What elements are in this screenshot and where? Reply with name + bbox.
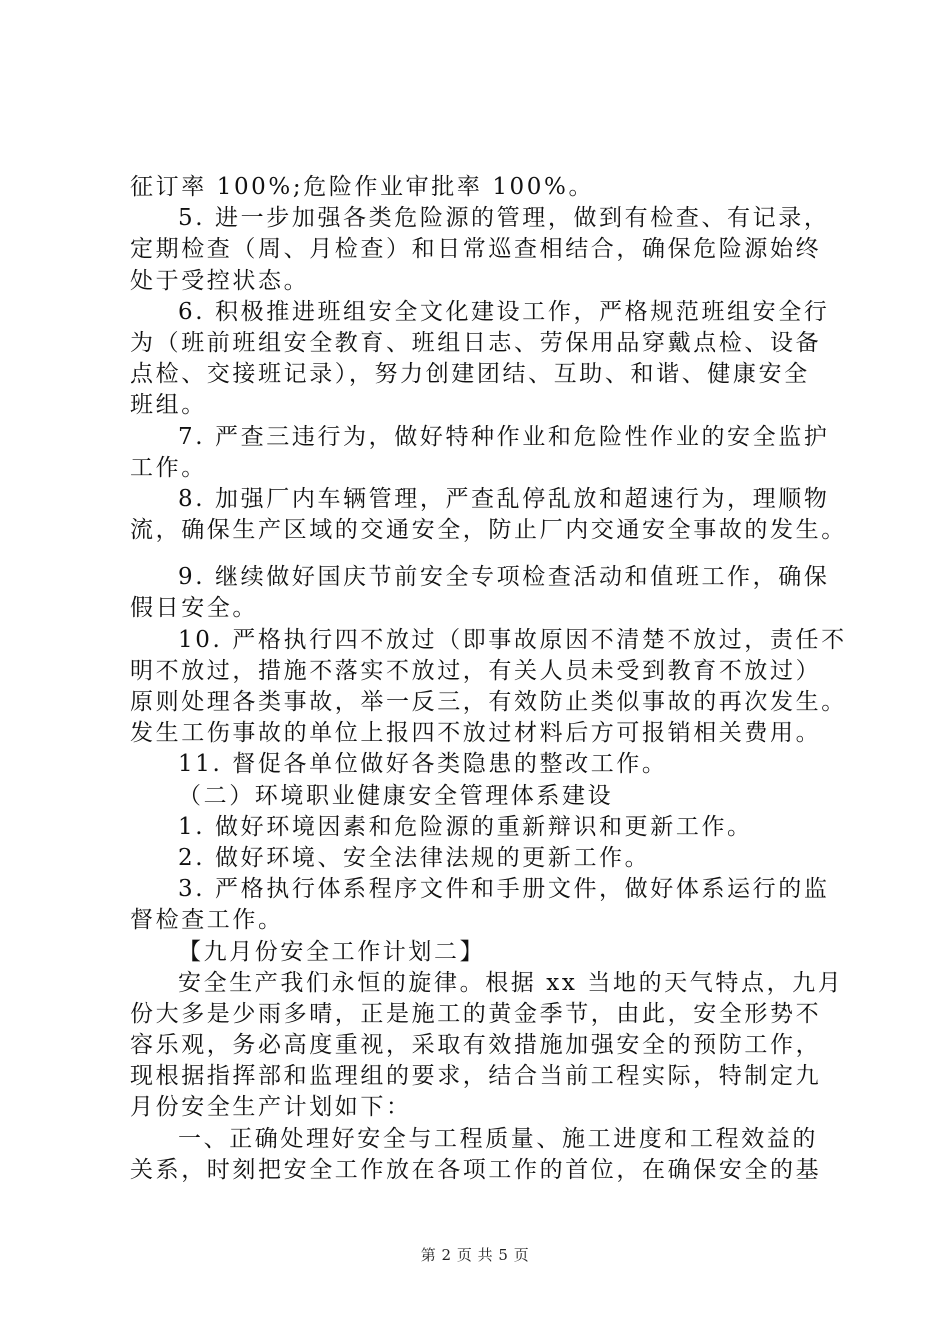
text-line: 假日安全。 <box>130 595 258 622</box>
text-line: 7. 严查三违行为，做好特种作业和危险性作业的安全监护 <box>178 423 830 450</box>
text-line: 5. 进一步加强各类危险源的管理，做到有检查、有记录， <box>178 205 830 232</box>
text-line: 10. 严格执行四不放过（即事故原因不清楚不放过，责任不 <box>178 626 847 653</box>
text-line: 工作。 <box>130 454 207 481</box>
text-line: 份大多是少雨多晴，正是施工的黄金季节，由此，安全形势不 <box>130 1000 822 1027</box>
text-line: 处于受控状态。 <box>130 267 310 294</box>
text-line: 9. 继续做好国庆节前安全专项检查活动和值班工作，确保 <box>178 564 830 591</box>
text-line: 督检查工作。 <box>130 907 284 934</box>
text-line: 定期检查（周、月检查）和日常巡查相结合，确保危险源始终 <box>130 236 822 263</box>
text-line: 6. 积极推进班组安全文化建设工作，严格规范班组安全行 <box>178 298 830 325</box>
paragraph-gap <box>130 546 850 562</box>
text-line: 原则处理各类事故，举一反三，有效防止类似事故的再次发生。 <box>130 689 847 715</box>
text-line: 点检、交接班记录），努力创建团结、互助、和谐、健康安全 <box>130 361 810 388</box>
document-body <box>130 172 850 1186</box>
text-line: 2. 做好环境、安全法律法规的更新工作。 <box>178 844 651 871</box>
text-line: 安全生产我们永恒的旋律。根据 xx 当地的天气特点，九月 <box>178 969 844 996</box>
section-title: 【九月份安全工作计划二】 <box>178 938 486 965</box>
text-line: 流，确保生产区域的交通安全，防止厂内交通安全事故的发生。 <box>130 517 847 544</box>
text-line: 容乐观，务必高度重视，采取有效措施加强安全的预防工作， <box>130 1032 822 1059</box>
text-line: 8. 加强厂内车辆管理，严查乱停乱放和超速行为，理顺物 <box>178 485 830 512</box>
text-line: 1. 做好环境因素和危险源的重新辩识和更新工作。 <box>178 813 753 840</box>
text-line: 11. 督促各单位做好各类隐患的整改工作。 <box>178 751 668 778</box>
text-line: 关系，时刻把安全工作放在各项工作的首位，在确保安全的基 <box>130 1156 822 1183</box>
text-line: 班组。 <box>130 392 207 419</box>
text-line: 月份安全生产计划如下： <box>130 1094 412 1121</box>
page-footer: 第 2 页 共 5 页 <box>420 1246 530 1264</box>
text-line: 为（班前班组安全教育、班组日志、劳保用品穿戴点检、设备 <box>130 329 822 356</box>
text-line: 征订率 100%;危险作业审批率 100%。 <box>130 174 595 200</box>
text-line: 3. 严格执行体系程序文件和手册文件，做好体系运行的监 <box>178 876 830 903</box>
text-line: 发生工伤事故的单位上报四不放过材料后方可报销相关费用。 <box>130 720 822 747</box>
text-line: 现根据指挥部和监理组的要求，结合当前工程实际，特制定九 <box>130 1063 822 1090</box>
section-heading: （二）环境职业健康安全管理体系建设 <box>178 782 614 809</box>
text-line: 明不放过，措施不落实不放过，有关人员未受到教育不放过） <box>130 657 822 684</box>
text-line: 一、正确处理好安全与工程质量、施工进度和工程效益的 <box>178 1125 818 1152</box>
